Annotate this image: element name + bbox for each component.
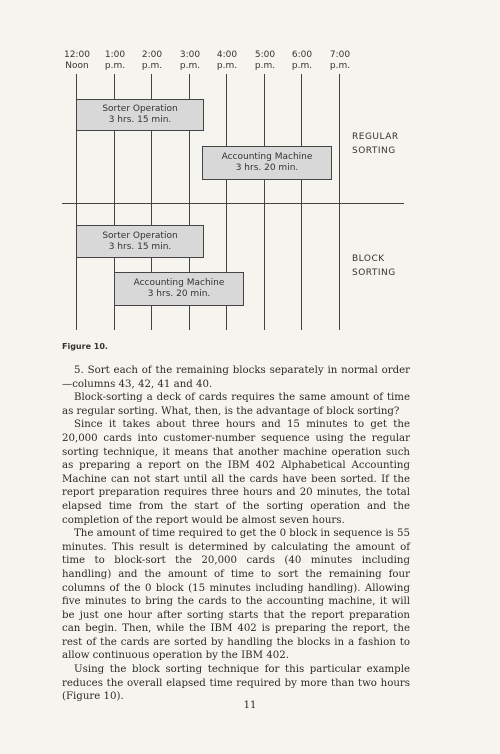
regular-accounting-machine-bar: Accounting Machine 3 hrs. 20 min. <box>202 146 332 180</box>
time-label-6pm: 6:00 p.m. <box>291 50 313 71</box>
time-label-2pm: 2:00 p.m. <box>141 50 163 71</box>
gridline-7pm <box>339 74 340 330</box>
section-divider <box>62 203 404 204</box>
time-label-7pm: 7:00 p.m. <box>329 50 351 71</box>
regular-sorting-label: REGULAR SORTING <box>352 132 399 156</box>
block-accounting-machine-bar: Accounting Machine 3 hrs. 20 min. <box>114 272 244 306</box>
time-label-1pm: 1:00 p.m. <box>104 50 126 71</box>
paragraph: 5. Sort each of the remaining blocks separately in normal order—columns 43, 42, 41 and 40. <box>62 365 410 390</box>
body-text <box>62 364 410 704</box>
gridline-5pm <box>264 74 265 330</box>
block-sorter-operation-bar: Sorter Operation 3 hrs. 15 min. <box>76 225 204 258</box>
gridline-6pm <box>301 74 302 330</box>
time-label-3pm: 3:00 p.m. <box>179 50 201 71</box>
time-label-4pm: 4:00 p.m. <box>216 50 238 71</box>
paragraph: Since it takes about three hours and 15 minutes to get the 20,000 cards into customer-number sequence using the regular sorting technique, it means that another machine operation such as preparing a report on the IBM 402 Alphabetical Accounting Machine can not start until all the cards have been sorted. If the report preparation requires three hours and 20 minutes, the total elapsed time from the start of the sorting operation and the completion of the report would be almost seven hours. <box>62 419 410 526</box>
page-number: 11 <box>243 700 257 711</box>
figure-caption: Figure 10. <box>62 342 108 351</box>
block-sorting-label: BLOCK SORTING <box>352 254 396 278</box>
paragraph: Block-sorting a deck of cards requires the same amount of time as regular sorting. What, then, is the advantage of block sorting? <box>62 392 410 417</box>
paragraph: The amount of time required to get the 0 block in sequence is 55 minutes. This result is determined by calculating the amount of time to block-sort the 20,000 cards (40 minutes including handling) and the amount of time to sort the remaining four columns of the 0 block (15 minutes including handling). Allowing five minutes to bring the cards to the accounting machine, it will be just one hour after sorting starts that the report preparation can begin. Then, while the IBM 402 is preparing the report, the rest of the cards are sorted by handling the blocks in a fashion to allow continuous operation by the IBM 402. <box>62 528 410 662</box>
time-label-5pm: 5:00 p.m. <box>254 50 276 71</box>
paragraph: Using the block sorting technique for this particular example reduces the overall elapsed time required by more than two hours (Figure 10). <box>62 664 410 703</box>
regular-sorter-operation-bar: Sorter Operation 3 hrs. 15 min. <box>76 99 204 131</box>
time-label-12noon: 12:00 Noon <box>64 50 90 71</box>
timeline-figure <box>0 0 500 345</box>
